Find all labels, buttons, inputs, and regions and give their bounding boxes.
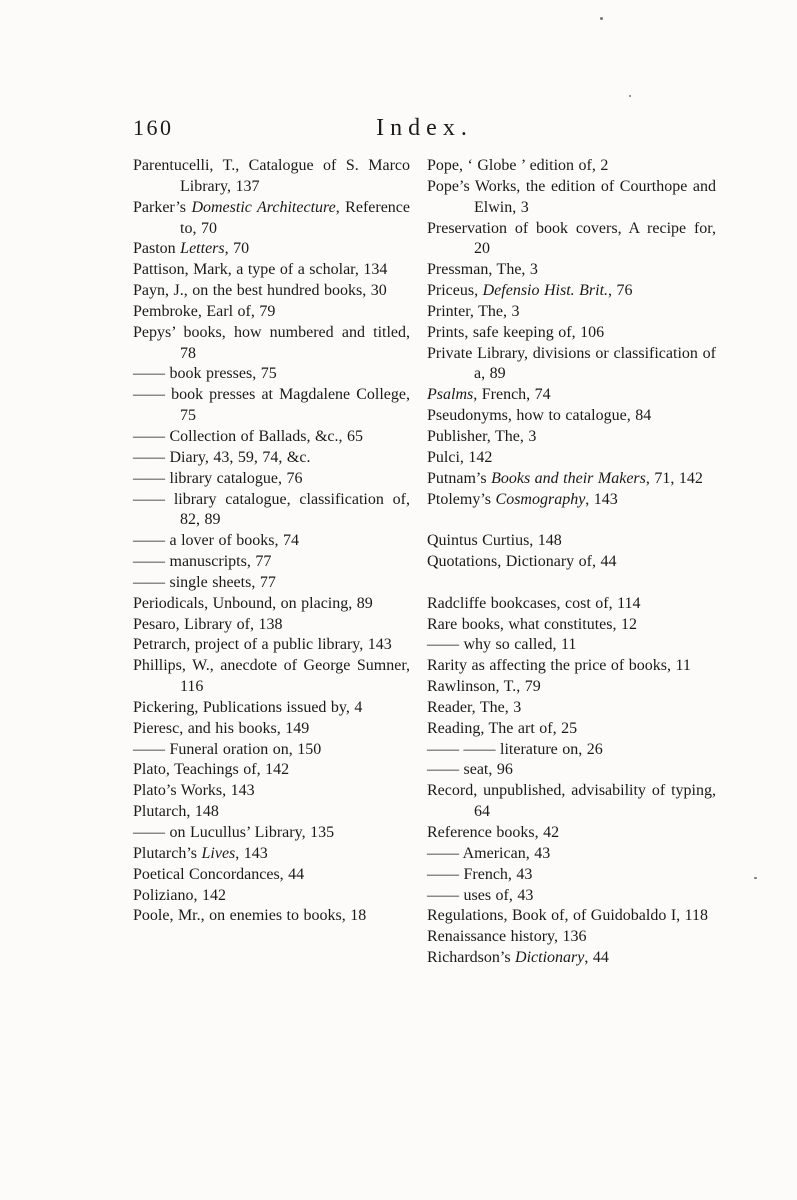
- index-entry: Private Library, divisions or classification of a, 89: [427, 344, 716, 383]
- index-entry: Psalms, French, 74: [427, 386, 551, 404]
- index-entry: Poliziano, 142: [133, 886, 226, 904]
- index-entry: Ptolemy’s Cosmography, 143: [427, 490, 618, 508]
- scan-speck: [629, 95, 631, 97]
- index-entry: Pseudonyms, how to catalogue, 84: [427, 407, 652, 425]
- index-entry: Publisher, The, 3: [427, 427, 537, 445]
- index-column-right: [427, 156, 716, 969]
- index-entry: Rawlinson, T., 79: [427, 678, 541, 696]
- index-entry: —— manuscripts, 77: [133, 553, 272, 571]
- index-entry: —— library catalogue, classification of, 82, 89: [133, 490, 410, 529]
- index-entry: —— seat, 96: [427, 761, 513, 779]
- index-entry: Plato’s Works, 143: [133, 782, 255, 800]
- index-entry: Reader, The, 3: [427, 698, 522, 716]
- index-entry: Pattison, Mark, a type of a scholar, 134: [133, 261, 388, 279]
- index-entry: Reading, The art of, 25: [427, 719, 578, 737]
- index-entry: —— why so called, 11: [427, 636, 577, 654]
- index-entry: Quintus Curtius, 148: [427, 532, 562, 550]
- index-entry: Rarity as affecting the price of books, 11: [427, 657, 691, 675]
- index-entry: Quotations, Dictionary of, 44: [427, 553, 617, 571]
- index-entry: Pieresc, and his books, 149: [133, 719, 310, 737]
- index-entry: Pressman, The, 3: [427, 261, 538, 279]
- index-column-left: [133, 156, 410, 969]
- index-entry: —— French, 43: [427, 865, 533, 883]
- index-entry: Rare books, what constitutes, 12: [427, 615, 637, 633]
- index-entry: —— on Lucullus’ Library, 135: [133, 824, 335, 841]
- index-entry: Plato, Teachings of, 142: [133, 761, 290, 779]
- index-entry: —— uses of, 43: [427, 886, 534, 904]
- index-entry: Poole, Mr., on enemies to books, 18: [133, 907, 367, 925]
- index-entry: —— Funeral oration on, 150: [133, 740, 322, 758]
- index-entry: Plutarch, 148: [133, 803, 219, 821]
- index-entry: —— —— literature on, 26: [427, 740, 603, 758]
- index-entry: Pembroke, Earl of, 79: [133, 302, 276, 320]
- page-number: 160: [133, 115, 174, 140]
- page-title: Index.: [376, 115, 473, 141]
- index-entry: Priceus, Defensio Hist. Brit., 76: [427, 282, 633, 300]
- index-entry: Plutarch’s Lives, 143: [133, 844, 268, 862]
- index-entry: Periodicals, Unbound, on placing, 89: [133, 594, 373, 612]
- index-entry: Pope, ‘ Globe ’ edition of, 2: [427, 157, 609, 174]
- index-entry: Pulci, 142: [427, 448, 493, 466]
- index-entry: Petrarch, project of a public library, 143: [133, 636, 392, 654]
- index-entry: Renaissance history, 136: [427, 928, 587, 946]
- index-entry: —— a lover of books, 74: [133, 532, 300, 550]
- index-columns: [133, 156, 716, 969]
- index-entry: —— book presses at Magdalene College, 75: [133, 386, 410, 425]
- index-entry: Payn, J., on the best hundred books, 30: [133, 282, 387, 300]
- index-entry: Pepys’ books, how numbered and titled, 78: [133, 323, 410, 362]
- page-header: [133, 108, 716, 140]
- index-entry: Putnam’s Books and their Makers, 71, 142: [427, 469, 703, 487]
- index-entry: Phillips, W., anecdote of George Sumner, 116: [133, 657, 410, 696]
- index-entry: Pickering, Publications issued by, 4: [133, 698, 363, 716]
- scan-speck: [754, 877, 757, 879]
- index-entry: —— American, 43: [427, 844, 551, 862]
- index-entry: Parentucelli, T., Catalogue of S. Marco Library, 137: [133, 157, 410, 195]
- index-entry: —— library catalogue, 76: [133, 469, 303, 487]
- index-entry: Paston Letters, 70: [133, 240, 250, 258]
- index-entry: Regulations, Book of, of Guidobaldo I, 118: [427, 907, 709, 925]
- index-entry: Record, unpublished, advisability of typing, 64: [427, 782, 716, 821]
- index-entry: —— Diary, 43, 59, 74, &c.: [133, 448, 311, 466]
- index-entry: Printer, The, 3: [427, 302, 520, 320]
- scan-speck: [600, 17, 603, 20]
- index-entry: —— single sheets, 77: [133, 573, 276, 591]
- index-entry: —— Collection of Ballads, &c., 65: [133, 427, 364, 445]
- index-entry: Preservation of book covers, A recipe for, 20: [427, 219, 716, 258]
- index-entry: Reference books, 42: [427, 824, 560, 841]
- index-entry: Radcliffe bookcases, cost of, 114: [427, 594, 641, 612]
- index-entry: —— book presses, 75: [133, 365, 277, 383]
- index-entry: Prints, safe keeping of, 106: [427, 323, 605, 341]
- index-entry: Poetical Concordances, 44: [133, 865, 305, 883]
- index-entry: Parker’s Domestic Architecture, Reference to, 70: [133, 198, 411, 237]
- index-entry: Richardson’s Dictionary, 44: [427, 949, 609, 967]
- index-entry: Pesaro, Library of, 138: [133, 615, 283, 633]
- index-entry: Pope’s Works, the edition of Courthope and Elwin, 3: [427, 177, 716, 216]
